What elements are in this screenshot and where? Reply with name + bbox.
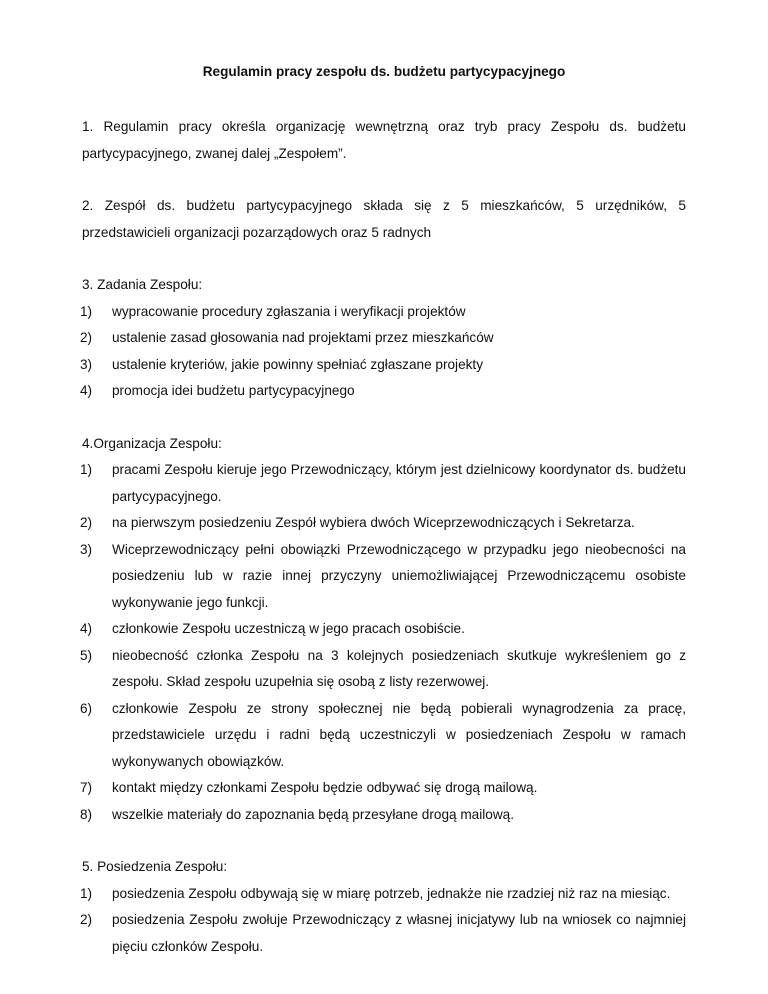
list-item-number: 4) bbox=[80, 621, 93, 636]
list-item bbox=[80, 537, 686, 617]
list-item-text: Wiceprzewodniczący pełni obowiązki Przewodniczącego w przypadku jego nieobecności na posiedzeniu lub w razie innej przyczyny uniemożliwiającej Przewodniczącemu osobiste wykonywanie jego funkcji. bbox=[112, 541, 686, 610]
list-item-number: 2) bbox=[80, 912, 93, 927]
list-item-text: posiedzenia Zespołu zwołuje Przewodniczący z własnej inicjatywy lub na wniosek co najmniej pięciu członków Zespołu. bbox=[112, 912, 686, 954]
list-item-text: promocja idei budżetu partycypacyjnego bbox=[112, 383, 355, 398]
list-item-number: 8) bbox=[80, 806, 93, 822]
section-3-list bbox=[82, 299, 686, 405]
list-item bbox=[80, 457, 686, 510]
list-item-text: wypracowanie procedury zgłaszania i weryfikacji projektów bbox=[112, 303, 466, 319]
list-item-number: 3) bbox=[80, 356, 93, 372]
list-item-number: 4) bbox=[80, 383, 93, 398]
list-item-text: wszelkie materiały do zapoznania będą przesyłane drogą mailową. bbox=[112, 806, 514, 822]
list-item-text: posiedzenia Zespołu odbywają się w miarę potrzeb, jednakże nie rzadziej niż raz na miesiąc. bbox=[112, 885, 671, 901]
list-item-text: na pierwszym posiedzeniu Zespół wybiera dwóch Wiceprzewodniczących i Sekretarza. bbox=[112, 515, 635, 530]
list-item-text: nieobecność członka Zespołu na 3 kolejnych posiedzeniach skutkuje wykreśleniem go z zespołu. Skład zespołu uzupełnia się osobą z listy rezerwowej. bbox=[112, 647, 686, 689]
list-item bbox=[80, 616, 686, 643]
list-item bbox=[80, 696, 686, 776]
list-item-number: 6) bbox=[80, 700, 93, 716]
list-item bbox=[80, 378, 686, 405]
list-item-number: 2) bbox=[80, 330, 93, 345]
list-item bbox=[80, 510, 686, 537]
list-item bbox=[80, 881, 686, 908]
list-item-number: 1) bbox=[80, 462, 93, 477]
list-item bbox=[80, 907, 686, 960]
list-item-text: kontakt między członkami Zespołu będzie odbywać się drogą mailową. bbox=[112, 780, 538, 795]
list-item-number: 7) bbox=[80, 780, 93, 795]
list-item-text: ustalenie zasad głosowania nad projektami przez mieszkańców bbox=[112, 330, 494, 345]
section-5-heading: 5. Posiedzenia Zespołu: bbox=[82, 859, 228, 874]
section-4-list bbox=[82, 457, 686, 828]
list-item-number: 5) bbox=[80, 647, 93, 663]
paragraph-1: 1. Regulamin pracy określa organizację wewnętrzną oraz tryb pracy Zespołu ds. budżetu partycypacyjnego, zwanej dalej „Zespołem”. bbox=[82, 119, 686, 161]
list-item bbox=[80, 299, 686, 326]
list-item-text: członkowie Zespołu uczestniczą w jego pracach osobiście. bbox=[112, 621, 465, 636]
section-5-list bbox=[82, 881, 686, 961]
list-item-text: pracami Zespołu kieruje jego Przewodniczący, którym jest dzielnicowy koordynator ds. budżetu partycypacyjnego. bbox=[112, 462, 686, 504]
list-item bbox=[80, 352, 686, 379]
list-item-number: 1) bbox=[80, 885, 93, 901]
document-title: Regulamin pracy zespołu ds. budżetu partycypacyjnego bbox=[202, 64, 566, 79]
list-item bbox=[80, 643, 686, 696]
list-item-text: ustalenie kryteriów, jakie powinny spełniać zgłaszane projekty bbox=[112, 356, 484, 372]
list-item-number: 2) bbox=[80, 515, 93, 530]
list-item-text: członkowie Zespołu ze strony społecznej nie będą pobierali wynagrodzenia za pracę, przedstawiciele urzędu i radni będą uczestniczyli w posiedzeniach Zespołu w ramach wykonywanych obowiązków. bbox=[112, 700, 686, 769]
paragraph-2: 2. Zespół ds. budżetu partycypacyjnego składa się z 5 mieszkańców, 5 urzędników, 5 przedstawicieli organizacji pozarządowych oraz 5 radnych bbox=[82, 198, 686, 240]
list-item bbox=[80, 775, 686, 802]
list-item-number: 1) bbox=[80, 303, 93, 319]
section-3-heading: 3. Zadania Zespołu: bbox=[82, 277, 203, 292]
list-item bbox=[80, 802, 686, 829]
section-4-heading: 4.Organizacja Zespołu: bbox=[82, 435, 222, 451]
list-item-number: 3) bbox=[80, 541, 93, 557]
list-item bbox=[80, 325, 686, 352]
